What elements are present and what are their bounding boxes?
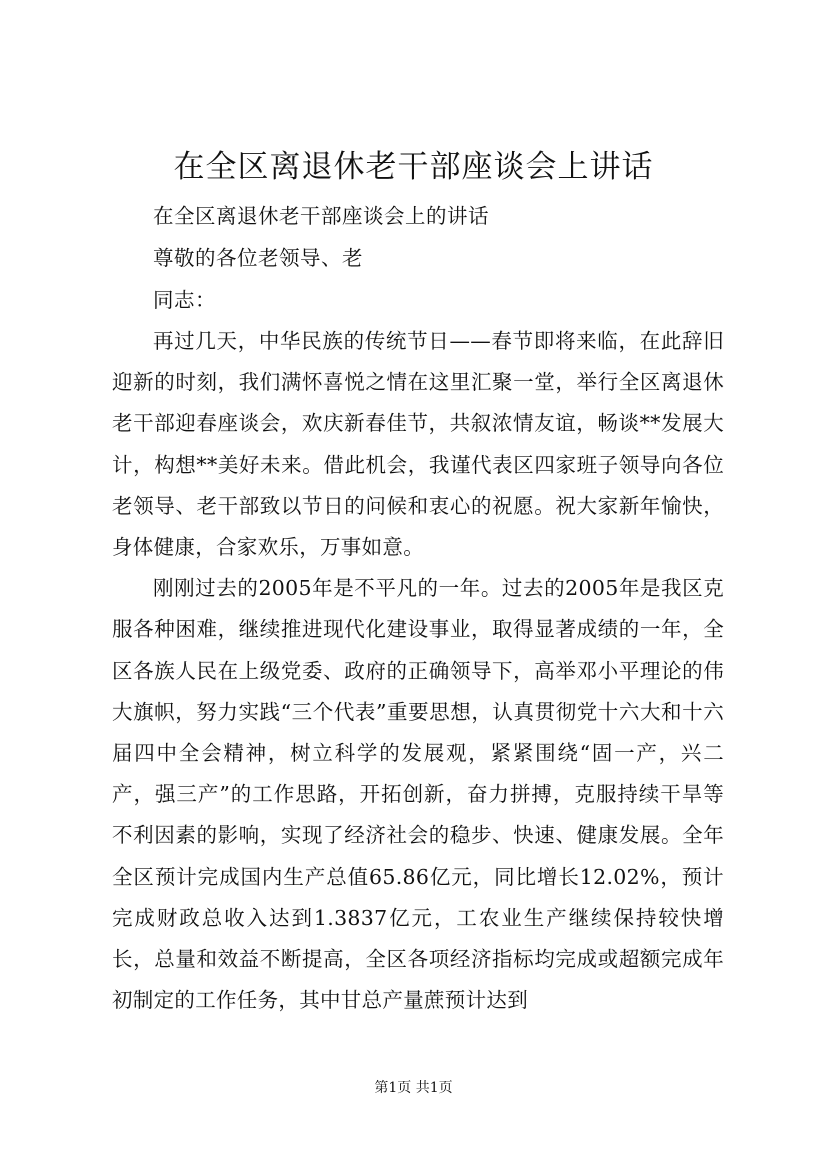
speech-subtitle: 在全区离退休老干部座谈会上的讲话 (153, 204, 489, 228)
document-title: 在全区离退休老干部座谈会上讲话 (173, 149, 654, 185)
document-body (112, 195, 724, 1021)
body-paragraph: 再过几天，中华民族的传统节日——春节即将来临，在此辞旧迎新的时刻，我们满怀喜悦之情在这里汇聚一堂，举行全区离退休老干部迎春座谈会，欢庆新春佳节，共叙浓情友谊，畅谈**发展大计，构想**美好未来。借此机会，我谨代表区四家班子领导向各位老领导、老干部致以节日的问候和衷心的祝愿。祝大家新年愉快，身体健康，合家欢乐，万事如意。 (112, 329, 724, 560)
salutation-line-2: 同志： (153, 288, 216, 312)
body-paragraph: 刚刚过去的2005年是不平凡的一年。过去的2005年是我区克服各种困难，继续推进现代化建设事业，取得显著成绩的一年，全区各族人民在上级党委、政府的正确领导下，高举邓小平理论的伟大旗帜，努力实践“三个代表”重要思想，认真贯彻党十六大和十六届四中全会精神，树立科学的发展观，紧紧围绕“固一产，兴二产，强三产”的工作思路，开拓创新，奋力拼搏，克服持续干旱等不利因素的影响，实现了经济社会的稳步、快速、健康发展。全年全区预计完成国内生产总值65.86亿元，同比增长12.02%，预计完成财政总收入达到1.3837亿元，工农业生产继续保持较快增长，总量和效益不断提高，全区各项经济指标均完成或超额完成年初制定的工作任务，其中甘总产量蔗预计达到 (112, 576, 724, 1013)
page-footer: 第1页 共1页 (374, 1080, 453, 1096)
salutation-line-1: 尊敬的各位老领导、老 (153, 246, 363, 270)
